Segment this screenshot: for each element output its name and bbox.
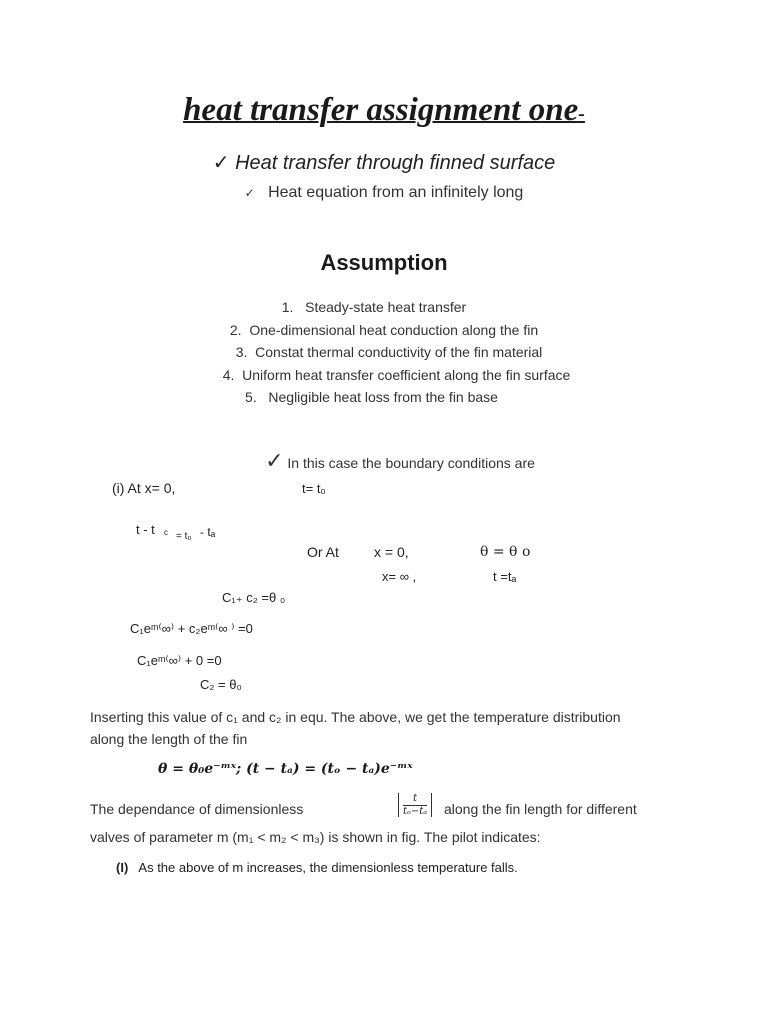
theta-value: θ = θ o [480,544,531,560]
assumption-list [0,296,768,409]
or-at-label: Or At [307,544,339,560]
list-item: 1. Steady-state heat transfer [281,299,467,315]
constant-c2: C₂ = θ₀ [200,677,242,692]
list-item: 5. Negligible heat loss from the fin base [245,389,498,405]
dependence-line-1a: The dependance of dimensionless [90,801,304,817]
dependence-line-2: valves of parameter m (m₁ < m₂ < m₃) is shown in fig. The pilot indicates: [90,829,541,845]
insert-line-2: along the length of the fin [90,731,248,747]
boundary-conditions-heading: ✓ In this case the boundary conditions are [265,448,535,473]
constant-sum: C₁₊ c₂ =θ ₀ [222,590,286,605]
constant-line-1: C₁eᵐ⁽∞⁾ + c₂eᵐ⁽∞ ⁾ =0 [130,621,253,636]
infinity-t: t =tₐ [493,569,517,584]
sub-heading: ✓ Heat equation from an infinitely long [244,184,524,201]
infinity-x: x= ∞ , [382,569,417,584]
list-item: 2. One-dimensional heat conduction along the fin [229,321,539,338]
list-item: 3. Constat thermal conductivity of the fin material [235,344,543,360]
note-item: (I) As the above of m increases, the dimensionless temperature falls. [116,860,518,875]
dependence-line-1b: along the fin length for different [444,801,637,817]
list-item: 4. Uniform heat transfer coefficient along the fin surface [222,366,571,383]
bc-label: (i) At x= 0, [112,480,176,496]
insert-line-1: Inserting this value of c₁ and c₂ in equ. The above, we get the temperature distribution [90,709,621,725]
check-icon: ✓ [212,152,230,174]
assumption-title: Assumption [320,250,448,275]
temperature-equation: θ = θ₀e⁻ᵐˣ; (t − tₐ) = (tₒ − tₐ)e⁻ᵐˣ [158,761,413,777]
equation-mid: = t₀ [176,531,192,542]
section-heading: ✓ Heat transfer through finned surface [212,152,556,174]
dimensionless-fraction: $\frac{t}{\text{tₒ−tₐ}}$ [398,793,432,817]
check-icon: ✓ [244,186,255,200]
constant-line-2: C₁eᵐ⁽∞⁾ + 0 =0 [137,653,222,668]
equation-sub: c [164,528,168,537]
page-title: heat transfer assignment one- [183,92,585,128]
check-icon: ✓ [265,448,284,473]
equation-right: - tₐ [200,525,216,539]
or-x-value: x = 0, [374,544,409,560]
equation-left: t - t [136,522,155,537]
bc-value: t= t₀ [302,481,326,496]
